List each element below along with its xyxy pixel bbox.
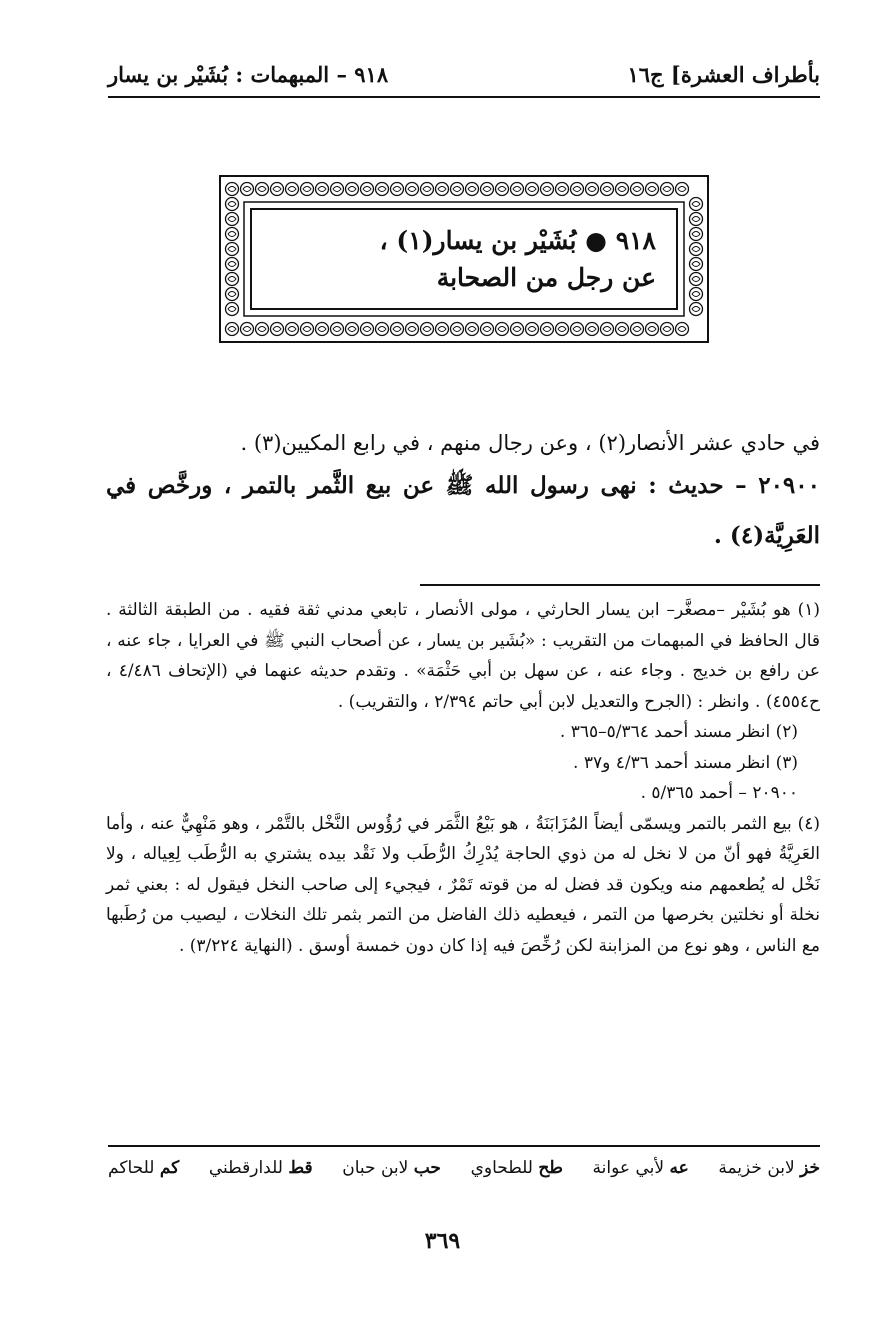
title-box <box>250 208 678 310</box>
hadith-text: – حديث : نهى رسول الله ﷺ عن بيع الثَّمر بالتمر ، ورخَّص في العَرِيَّة(٤) . <box>106 472 820 549</box>
footnote-3b: ٢٠٩٠٠ – أحمد ٥/٣٦٥ . <box>640 783 798 803</box>
running-header <box>108 54 820 94</box>
footnote-rule <box>420 584 820 586</box>
header-rule <box>108 96 820 98</box>
header-volume-title: بأطراف العشرة] ج١٦ <box>627 61 820 87</box>
footnotes <box>106 595 820 961</box>
hadith-number: ٢٠٩٠٠ <box>758 472 820 499</box>
title-ornament-frame <box>218 174 710 344</box>
footnote-4: (٤) بيع الثمر بالتمر ويسمّى أيضاً المُزَابَنَةُ ، هو بَيْعُ الثَّمَر في رُؤُوس النَّخْل بالتَّمْر ، وهو مَنْهِيٌّ عنه ، وأما العَرِيَّةُ فهو أنّ من لا نخل له من ذوي الحاجة يُدْرِكُ الرُّطَب ولا نَقْد بيده يشتري به الرُّطَب لِعِياله ، ولا نَخْل له يُطعمهم منه ويكون قد فضل له من قوته تَمْرٌ ، فيجيء إلى صاحب النخل فيقول له : بعني ثمر نخلة أو نخلتين بخرصها من التمر ، فيعطيه ذلك الفاضل من التمر بثمر تلك النخلات ، ليصيب من رُطَبها مع الناس ، وهو نوع من المزابنة لكن رُخِّصَ فيه إذا كان دون خمسة أوسق . (النهاية ٣/٢٢٤) . <box>106 813 820 956</box>
hadith-entry <box>106 461 820 561</box>
chapter-subtitle: عن رجل من الصحابة <box>436 263 656 292</box>
main-text <box>106 425 820 561</box>
page-number: ٣٦٩ <box>424 1228 461 1254</box>
footnote-1: (١) هو بُشَيْر –مصغَّر– ابن يسار الحارثي ، مولى الأنصار ، تابعي مدني ثقة فقيه . من الطبقة الثالثة . قال الحافظ في المبهمات من التقريب : «بُشَير بن يسار ، عن أصحاب النبي ﷺ في العرايا ، جاء عنه ، عن رافع بن خديج . وجاء عنه ، عن سهل بن أبي حَثْمَة» . وتقدم حديثه عنهما في (الإتحاف ٤/٤٨٦ ، ح٤٥٥٤) . وانظر : (الجرح والتعديل لابن أبي حاتم ٢/٣٩٤ ، والتقريب) . <box>106 600 820 712</box>
abbreviation-item: طح للطحاوي <box>470 1158 563 1178</box>
abbreviations-key <box>108 1158 820 1178</box>
abbreviation-item: عه لأبي عوانة <box>592 1158 689 1178</box>
abbreviation-item: حب لابن حبان <box>342 1158 441 1178</box>
abbreviation-item: كم للحاكم <box>108 1158 180 1178</box>
footnote-2: (٢) انظر مسند أحمد ٥/٣٦٤–٣٦٥ . <box>559 722 798 742</box>
abbreviation-item: خز لابن خزيمة <box>718 1158 820 1178</box>
abbreviations-rule <box>108 1145 820 1147</box>
intro-line: في حادي عشر الأنصار(٢) ، وعن رجال منهم ، في رابع المكيين(٣) . <box>240 431 820 455</box>
header-section-title: ٩١٨ – المبهمات : بُشَيْر بن يسار <box>108 61 389 87</box>
abbreviation-item: قط للدارقطني <box>208 1158 313 1178</box>
chapter-title: ٩١٨ ● بُشَيْر بن يسار(١) ، <box>379 225 656 255</box>
footnote-3: (٣) انظر مسند أحمد ٤/٣٦ و٣٧ . <box>573 752 798 773</box>
